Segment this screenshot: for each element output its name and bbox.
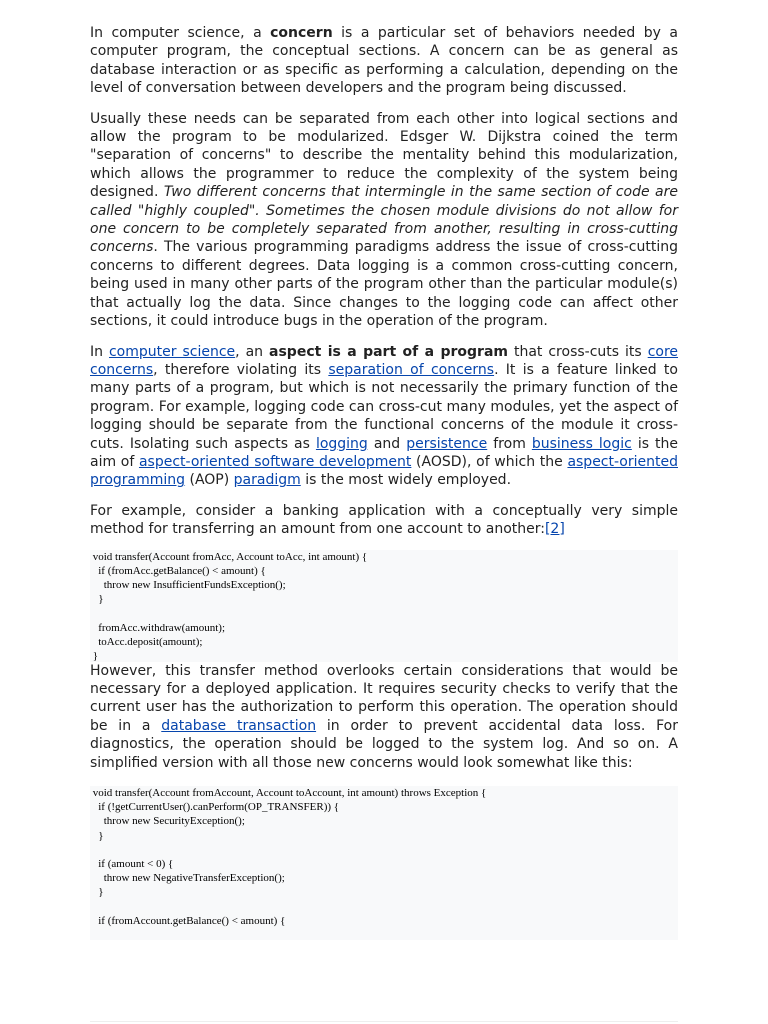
article-body (90, 24, 678, 940)
paragraph-banking-example (90, 502, 678, 539)
text-run: in order to prevent accidental data loss. For diagnostics, the operation should be logged to the system log. And so on. A simplified version with all those new concerns would look somewhat like this: (90, 717, 678, 771)
paragraph-separation-of-concerns (90, 110, 678, 331)
text-run: . The various programming paradigms address the issue of cross-cutting concerns to different degrees. Data logging is a common cross-cutting concern, being used in many other parts of the program other than the particular module(s) that actually log the data. Since changes to the logging code can affect other sections, it could introduce bugs in the operation of the program. (90, 239, 678, 330)
text-run: Usually these needs can be separated from each other into logical sections and allow the program to be modularized. Edsger W. Dijkstra coined the term "separation of concerns" to describe the mentality behind this modularization, which allows the programmer to reduce the complexity of the system being designed. (90, 110, 678, 201)
text-run: (AOP) (185, 472, 234, 489)
paragraph-concern-definition (90, 24, 678, 98)
paragraph-aspect-definition (90, 343, 678, 490)
text-run: . It is a feature linked to many parts of a program, but which is not necessarily the primary function of the program. For example, logging code can cross-cut many modules, yet the aspect of logging should be separate from the functional concerns of the module it cross-cuts. Isolating such aspects as (90, 361, 678, 452)
link-separation-of-concerns[interactable]: separation of concerns (328, 361, 495, 378)
link-persistence[interactable]: persistence (406, 435, 488, 452)
italic-text-run: Two different concerns that intermingle in the same section of code are called "highly coupled". Sometimes the chosen module divisions do not allow for one concern to be completely separated from another, resulting in cross-cutting concerns (90, 184, 679, 256)
citation-link-2[interactable]: [2] (544, 521, 565, 538)
link-core-concerns[interactable]: core concerns (90, 343, 679, 378)
page-bottom-divider (90, 1021, 678, 1022)
link-business-logic[interactable]: business logic (531, 435, 632, 452)
text-run: In (90, 343, 109, 360)
link-aspect-oriented-programming[interactable]: aspect-oriented programming (90, 453, 678, 489)
code-block-simple-transfer: void transfer(Account fromAcc, Account toAcc, int amount) { if (fromAcc.getBalance() < amount) { throw new InsufficientFundsException(); } fromAcc.withdraw(amount); toAcc.deposit(amount); } (90, 550, 678, 662)
text-run: In computer science, a (90, 25, 271, 41)
text-run: is the most widely employed. (300, 472, 512, 489)
link-paradigm[interactable]: paradigm (233, 472, 301, 489)
text-run: is the aim of (90, 435, 678, 470)
text-run: from (487, 435, 532, 452)
text-run: that cross-cuts its (507, 343, 648, 360)
link-computer-science[interactable]: computer science (108, 343, 236, 360)
link-aspect-oriented-software-development[interactable]: aspect-oriented software development (138, 453, 412, 470)
text-run: However, this transfer method overlooks certain considerations that would be necessary for a deployed application. It requires security checks to verify that the current user has the authorization to perform this operation. The operation should be in a (90, 662, 678, 734)
text-run: and (367, 435, 407, 452)
text-run: is a particular set of behaviors needed by a computer program, the conceptual sections. A concern can be as general as database interaction or as specific as performing a calculation, depending on the level of conversation between developers and the program being discussed. (90, 25, 678, 97)
text-run: (AOSD), of which the (411, 453, 568, 470)
paragraph-transfer-considerations (90, 662, 678, 772)
link-logging[interactable]: logging (315, 435, 368, 452)
bold-term-concern: concern (270, 25, 333, 41)
text-run: , therefore violating its (153, 361, 329, 378)
link-database-transaction[interactable]: database transaction (161, 717, 317, 734)
bold-term-aspect: aspect is a part of a program (269, 343, 508, 360)
text-run: , an (235, 343, 270, 360)
code-block-transfer-with-concerns: void transfer(Account fromAccount, Account toAccount, int amount) throws Exception { if (!getCurrentUser().canPerform(OP_TRANSFER)) { throw new SecurityException(); } if (amount < 0) { throw new NegativeTransferException(); } if (fromAccount.getBalance() < amount) { (90, 786, 678, 940)
text-run: For example, consider a banking application with a conceptually very simple method for transferring an amount from one account to another: (90, 502, 678, 538)
